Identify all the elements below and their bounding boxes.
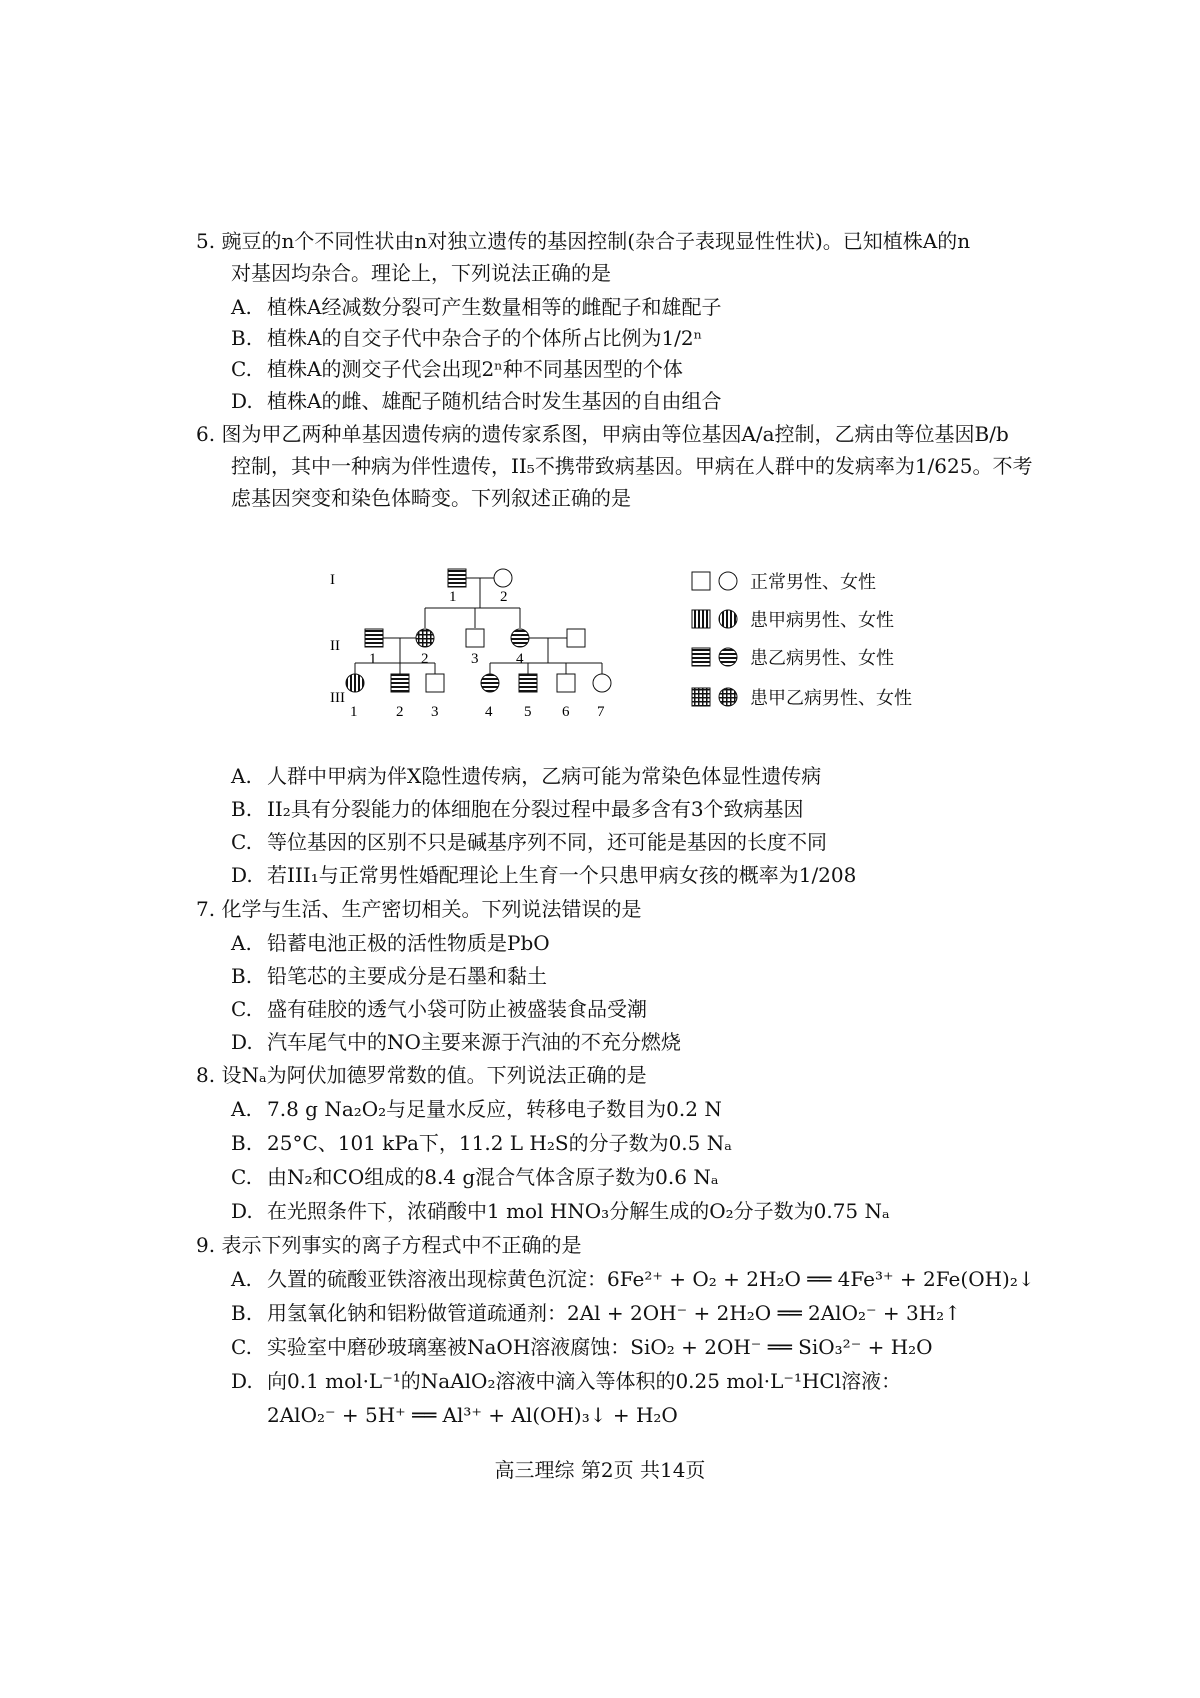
legend-disease-b-icon (690, 645, 742, 669)
q7-option-b: B. 铅笔芯的主要成分是石墨和黏土 (231, 964, 547, 988)
individual-II-3 (466, 629, 484, 647)
individual-III-1 (346, 674, 364, 692)
gen1-num-2: 2 (500, 589, 508, 605)
individual-III-7 (593, 674, 611, 692)
q9-option-b: B. 用氢氧化钠和铝粉做管道疏通剂：2Al + 2OH⁻ + 2H₂O ══ 2AlO₂⁻ + 3H₂↑ (231, 1301, 961, 1325)
q5-option-c: C. 植株A的测交子代会出现2ⁿ种不同基因型的个体 (231, 357, 683, 381)
individual-II-1 (365, 629, 383, 647)
individual-II-4 (511, 629, 529, 647)
gen2-num-1: 1 (369, 651, 377, 667)
pedigree-gen3-numbers (330, 700, 680, 724)
individual-III-4 (481, 674, 499, 692)
q6-stem-line1: 6. 图为甲乙两种单基因遗传病的遗传家系图，甲病由等位基因A/a控制，乙病由等位基因B/b (196, 422, 1009, 446)
legend-disease-a: 患甲病男性、女性 (690, 604, 894, 634)
legend-disease-ab-icon (690, 685, 742, 709)
q6-option-d: D. 若III₁与正常男性婚配理论上生育一个只患甲病女孩的概率为1/208 (231, 863, 857, 887)
individual-II-5 (567, 629, 585, 647)
q7-option-a: A. 铅蓄电池正极的活性物质是PbO (231, 931, 550, 955)
gen3-num-3: 3 (431, 704, 439, 720)
gen-label-3: III (330, 690, 345, 706)
individual-II-2 (416, 629, 434, 647)
gen3-num-5: 5 (524, 704, 532, 720)
legend-normal-icon (690, 569, 742, 593)
gen2-num-3: 3 (471, 651, 479, 667)
legend-disease-b: 患乙病男性、女性 (690, 642, 894, 672)
individual-III-6 (557, 674, 575, 692)
q6-option-c: C. 等位基因的区别不只是碱基序列不同，还可能是基因的长度不同 (231, 830, 827, 854)
gen3-num-1: 1 (350, 704, 358, 720)
gen2-num-4: 4 (516, 651, 524, 667)
gen3-num-4: 4 (485, 704, 493, 720)
q5-stem-line1: 5. 豌豆的n个不同性状由n对独立遗传的基因控制(杂合子表现显性性状)。已知植株A的n (196, 229, 971, 253)
q9-option-c: C. 实验室中磨砂玻璃塞被NaOH溶液腐蚀：SiO₂ + 2OH⁻ ══ SiO₃²⁻ + H₂O (231, 1335, 933, 1359)
page-footer: 高三理综 第2页 共14页 (494, 1458, 706, 1482)
q8-option-c: C. 由N₂和CO组成的8.4 g混合气体含原子数为0.6 Nₐ (231, 1165, 719, 1189)
gen-label-1: I (330, 572, 335, 588)
legend-normal: 正常男性、女性 (690, 566, 876, 596)
q8-stem: 8. 设Nₐ为阿伏加德罗常数的值。下列说法正确的是 (196, 1063, 647, 1087)
q5-stem-line2: 对基因均杂合。理论上，下列说法正确的是 (231, 261, 611, 285)
gen1-num-1: 1 (449, 589, 457, 605)
q9-option-a: A. 久置的硫酸亚铁溶液出现棕黄色沉淀：6Fe²⁺ + O₂ + 2H₂O ══ 4Fe³⁺ + 2Fe(OH)₂↓ (231, 1267, 1035, 1291)
q9-stem: 9. 表示下列事实的离子方程式中不正确的是 (196, 1233, 582, 1257)
pedigree-diagram (330, 566, 680, 706)
q6-option-a: A. 人群中甲病为伴X隐性遗传病，乙病可能为常染色体显性遗传病 (231, 764, 822, 788)
q5-option-d: D. 植株A的雌、雄配子随机结合时发生基因的自由组合 (231, 389, 722, 413)
q7-option-c: C. 盛有硅胶的透气小袋可防止被盛装食品受潮 (231, 997, 647, 1021)
individual-III-2 (391, 674, 409, 692)
gen3-num-7: 7 (597, 704, 605, 720)
q5-option-a: A. 植株A经减数分裂可产生数量相等的雌配子和雄配子 (231, 295, 722, 319)
gen3-num-6: 6 (562, 704, 570, 720)
q6-stem-line2: 控制，其中一种病为伴性遗传，II₅不携带致病基因。甲病在人群中的发病率为1/625。不考 (231, 454, 1033, 478)
individual-I-1 (448, 569, 466, 587)
q6-option-b: B. II₂具有分裂能力的体细胞在分裂过程中最多含有3个致病基因 (231, 797, 804, 821)
q5-option-b: B. 植株A的自交子代中杂合子的个体所占比例为1/2ⁿ (231, 326, 703, 350)
q8-option-d: D. 在光照条件下，浓硝酸中1 mol HNO₃分解生成的O₂分子数为0.75 Nₐ (231, 1199, 890, 1223)
legend-disease-a-icon (690, 607, 742, 631)
legend-disease-ab: 患甲乙病男性、女性 (690, 682, 912, 712)
gen3-num-2: 2 (396, 704, 404, 720)
q8-option-b: B. 25°C、101 kPa下，11.2 L H₂S的分子数为0.5 Nₐ (231, 1131, 732, 1155)
individual-III-3 (426, 674, 444, 692)
individual-I-2 (494, 569, 512, 587)
gen2-num-2: 2 (421, 651, 429, 667)
q6-stem-line3: 虑基因突变和染色体畸变。下列叙述正确的是 (231, 486, 631, 510)
q7-stem: 7. 化学与生活、生产密切相关。下列说法错误的是 (196, 897, 642, 921)
q9-option-d-equation: 2AlO₂⁻ + 5H⁺ ══ Al³⁺ + Al(OH)₃↓ + H₂O (267, 1403, 678, 1427)
individual-III-5 (519, 674, 537, 692)
q7-option-d: D. 汽车尾气中的NO主要来源于汽油的不充分燃烧 (231, 1030, 681, 1054)
gen-label-2: II (330, 638, 340, 654)
q9-option-d: D. 向0.1 mol·L⁻¹的NaAlO₂溶液中滴入等体积的0.25 mol·L⁻¹HCl溶液： (231, 1369, 902, 1393)
q8-option-a: A. 7.8 g Na₂O₂与足量水反应，转移电子数目为0.2 N (231, 1097, 722, 1121)
